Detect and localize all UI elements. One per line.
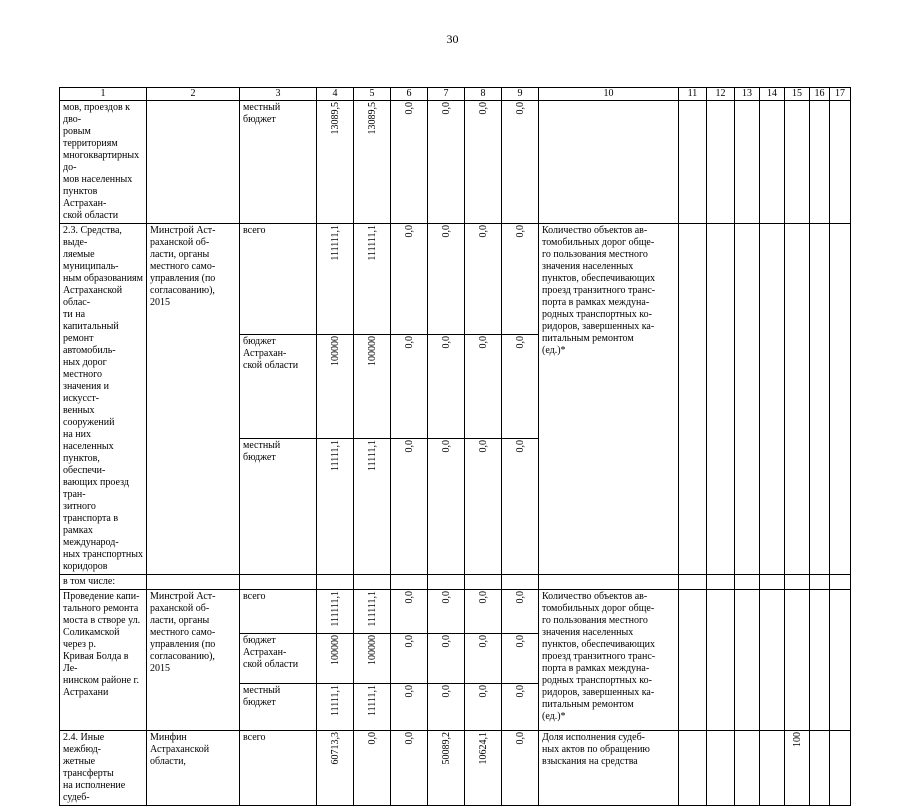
value-2017: 0,0 — [440, 102, 452, 115]
table-row — [60, 731, 851, 806]
table-cell — [707, 575, 735, 590]
value-2015: 111111,1 — [366, 591, 378, 627]
column-header: 11 — [679, 88, 707, 101]
table-cell — [785, 101, 810, 224]
value-2019: 0,0 — [514, 102, 526, 115]
value-2015: 100000 — [366, 336, 378, 367]
table-cell — [760, 575, 785, 590]
table-cell — [428, 731, 465, 806]
table-cell — [830, 101, 851, 224]
value-total: 13089,5 — [329, 102, 341, 135]
executor: Минфин Астраханской области, — [147, 731, 240, 806]
table-cell — [317, 684, 354, 731]
value-2018: 10624,1 — [477, 732, 489, 765]
table-cell — [428, 590, 465, 634]
table-cell — [391, 335, 428, 439]
table-cell — [391, 101, 428, 224]
value-2019: 0,0 — [514, 732, 526, 745]
table-cell — [502, 224, 539, 335]
table-cell — [760, 224, 785, 575]
value-2018: 0,0 — [477, 591, 489, 604]
column-header: 9 — [502, 88, 539, 101]
value-2018: 0,0 — [477, 685, 489, 698]
funding-source: бюджет Астрахан- ской области — [240, 335, 317, 439]
value-2015: 13089,5 — [366, 102, 378, 135]
table-cell — [707, 224, 735, 575]
data-table — [59, 87, 851, 806]
value-2018: 0,0 — [477, 439, 489, 453]
table-cell — [465, 590, 502, 634]
value-2016: 0,0 — [403, 225, 415, 238]
table-cell — [391, 634, 428, 684]
table-cell — [465, 684, 502, 731]
value-2017: 50089,2 — [440, 732, 452, 765]
subheading: в том числе: — [60, 575, 147, 590]
funding-source: всего — [240, 731, 317, 806]
value-2019: 0,0 — [514, 225, 526, 238]
table-cell — [428, 438, 465, 574]
value-total: 111111,1 — [329, 225, 341, 261]
table-cell — [735, 224, 760, 575]
column-header: 14 — [760, 88, 785, 101]
column-header: 6 — [391, 88, 428, 101]
table-row — [60, 575, 851, 590]
table-cell — [317, 335, 354, 439]
column-header: 4 — [317, 88, 354, 101]
column-header: 1 — [60, 88, 147, 101]
table-cell — [391, 731, 428, 806]
table-row — [60, 590, 851, 634]
table-cell — [391, 438, 428, 574]
table-cell — [465, 634, 502, 684]
table-cell — [502, 684, 539, 731]
value-2015: 0,0 — [366, 732, 378, 745]
table-cell — [830, 224, 851, 575]
measure-name: 2.4. Иные межбюд- жетные трансферты на исполнение судеб- — [60, 731, 147, 806]
table-cell — [317, 634, 354, 684]
table-cell — [502, 438, 539, 574]
executor: Минстрой Аст- раханской об- ласти, органы местного само- управления (по согласованию), 2015 — [147, 224, 240, 575]
value-2018: 0,0 — [477, 102, 489, 115]
table-cell — [760, 101, 785, 224]
value-2015: 100000 — [366, 635, 378, 665]
value-total: 11111,1 — [329, 439, 341, 471]
table-cell — [502, 634, 539, 684]
table-cell — [317, 575, 354, 590]
value-2018: 0,0 — [477, 336, 489, 349]
value-total: 11111,1 — [329, 685, 341, 717]
value-2015: 111111,1 — [366, 225, 378, 261]
header-row — [60, 88, 851, 101]
indicator-value: 100 — [791, 732, 803, 747]
table-cell — [810, 575, 830, 590]
table-cell — [428, 224, 465, 335]
table-cell — [354, 438, 391, 574]
value-2016: 0,0 — [403, 591, 415, 604]
value-total: 100000 — [329, 635, 341, 665]
table-cell — [354, 224, 391, 335]
table-cell — [679, 575, 707, 590]
value-2016: 0,0 — [403, 102, 415, 115]
funding-source: местный бюджет — [240, 684, 317, 731]
table-cell — [502, 575, 539, 590]
value-2016: 0,0 — [403, 685, 415, 698]
table-cell — [810, 101, 830, 224]
table-cell — [354, 335, 391, 439]
column-header: 16 — [810, 88, 830, 101]
executor: Минстрой Аст- раханской об- ласти, органы местного само- управления (по согласованию), 2015 — [147, 590, 240, 731]
table-cell — [354, 575, 391, 590]
table-cell — [428, 634, 465, 684]
value-2015: 11111,1 — [366, 439, 378, 471]
table-cell — [391, 684, 428, 731]
column-header: 13 — [735, 88, 760, 101]
table-cell — [317, 438, 354, 574]
column-header: 15 — [785, 88, 810, 101]
table-row — [60, 224, 851, 335]
table-cell — [465, 731, 502, 806]
table-cell — [830, 575, 851, 590]
value-total: 100000 — [329, 336, 341, 367]
funding-source: всего — [240, 224, 317, 335]
table-cell — [785, 590, 810, 731]
measure-name: мов, проездов к дво- ровым территориям многоквартирных до- мов населенных пунктов Астрахан- ской области — [60, 101, 147, 224]
table-cell — [391, 590, 428, 634]
table-cell — [707, 101, 735, 224]
table-row — [60, 101, 851, 224]
table-cell — [679, 731, 707, 806]
value-2016: 0,0 — [403, 635, 415, 648]
table-cell — [354, 731, 391, 806]
value-2015: 11111,1 — [366, 685, 378, 717]
table-cell — [830, 731, 851, 806]
funding-source: бюджет Астрахан- ской области — [240, 634, 317, 684]
value-2019: 0,0 — [514, 635, 526, 648]
table-cell — [707, 590, 735, 731]
table-cell — [147, 101, 240, 224]
value-2016: 0,0 — [403, 732, 415, 745]
value-2017: 0,0 — [440, 439, 452, 453]
column-header: 3 — [240, 88, 317, 101]
column-header: 5 — [354, 88, 391, 101]
table-cell — [735, 101, 760, 224]
table-cell — [785, 224, 810, 575]
table-cell — [317, 224, 354, 335]
table-cell — [354, 101, 391, 224]
table-cell — [354, 590, 391, 634]
table-cell — [735, 731, 760, 806]
column-header: 10 — [539, 88, 679, 101]
table-cell — [354, 634, 391, 684]
measure-name: Проведение капи- тального ремонта моста в створе ул. Соликамской через р. Кривая Болда в Ле- нинском районе г. Астрахани — [60, 590, 147, 731]
table-cell — [735, 590, 760, 731]
table-cell — [391, 575, 428, 590]
table-cell — [810, 731, 830, 806]
table-cell — [317, 590, 354, 634]
table-cell — [428, 684, 465, 731]
table-cell — [354, 684, 391, 731]
table-cell — [785, 575, 810, 590]
table-cell — [810, 590, 830, 731]
value-2019: 0,0 — [514, 439, 526, 453]
table-cell — [428, 575, 465, 590]
value-2017: 0,0 — [440, 225, 452, 238]
indicator-text: Количество объектов ав- томобильных дорог обще- го пользования местного значения населенных пунктов, обеспечивающих проезд транзитного транс- порта в рамках междуна- родных транспортных ко- ридоров, завершенных ка- питальным ремонтом (ед.)* — [539, 224, 679, 575]
value-2018: 0,0 — [477, 225, 489, 238]
table-cell — [539, 101, 679, 224]
value-2018: 0,0 — [477, 635, 489, 648]
table-cell — [707, 731, 735, 806]
table-cell — [240, 575, 317, 590]
table-cell — [539, 575, 679, 590]
table-cell — [465, 438, 502, 574]
table-cell — [502, 335, 539, 439]
indicator-text: Количество объектов ав- томобильных дорог обще- го пользования местного значения населенных пунктов, обеспечивающих проезд транзитного транс- порта в рамках междуна- родных транспортных ко- ридоров, завершенных ка- питальным ремонтом (ед.)* — [539, 590, 679, 731]
value-2017: 0,0 — [440, 591, 452, 604]
value-2019: 0,0 — [514, 591, 526, 604]
table-cell — [391, 224, 428, 335]
table-cell — [428, 335, 465, 439]
table-cell — [760, 590, 785, 731]
table-cell — [147, 575, 240, 590]
table-cell — [502, 731, 539, 806]
table-cell — [465, 575, 502, 590]
value-total: 60713,3 — [329, 732, 341, 765]
table-cell — [830, 590, 851, 731]
table-cell — [735, 575, 760, 590]
value-2017: 0,0 — [440, 685, 452, 698]
measure-name: 2.3. Средства, выде- ляемые муниципаль- ным образованиям Астраханской облас- ти на капитальный ремонт автомобиль- ных дорог местного значения и искусст- венных сооружений на них населенных пунктов, обеспечи- вающих проезд тран- зитного транспорта в рамках международ- ных транспортных коридоров — [60, 224, 147, 575]
table-cell — [502, 101, 539, 224]
table-cell — [810, 224, 830, 575]
table-cell — [679, 224, 707, 575]
page-number: 30 — [446, 32, 459, 46]
funding-source: местный бюджет — [240, 101, 317, 224]
value-2019: 0,0 — [514, 336, 526, 349]
column-header: 8 — [465, 88, 502, 101]
table-cell — [465, 224, 502, 335]
funding-source: местный бюджет — [240, 438, 317, 574]
column-header: 2 — [147, 88, 240, 101]
table-cell — [317, 731, 354, 806]
funding-source: всего — [240, 590, 317, 634]
column-header: 7 — [428, 88, 465, 101]
table-cell — [760, 731, 785, 806]
table-cell — [679, 590, 707, 731]
table-cell — [465, 335, 502, 439]
indicator-text: Доля исполнения судеб- ных актов по обращению взыскания на средства — [539, 731, 679, 806]
value-2016: 0,0 — [403, 439, 415, 453]
column-header: 12 — [707, 88, 735, 101]
value-2016: 0,0 — [403, 336, 415, 349]
table-cell — [679, 101, 707, 224]
table-cell — [317, 101, 354, 224]
value-total: 111111,1 — [329, 591, 341, 627]
column-header: 17 — [830, 88, 851, 101]
table-cell — [465, 101, 502, 224]
value-2019: 0,0 — [514, 685, 526, 698]
table-cell — [428, 101, 465, 224]
table-cell — [502, 590, 539, 634]
value-2017: 0,0 — [440, 635, 452, 648]
table-cell — [785, 731, 810, 806]
value-2017: 0,0 — [440, 336, 452, 349]
